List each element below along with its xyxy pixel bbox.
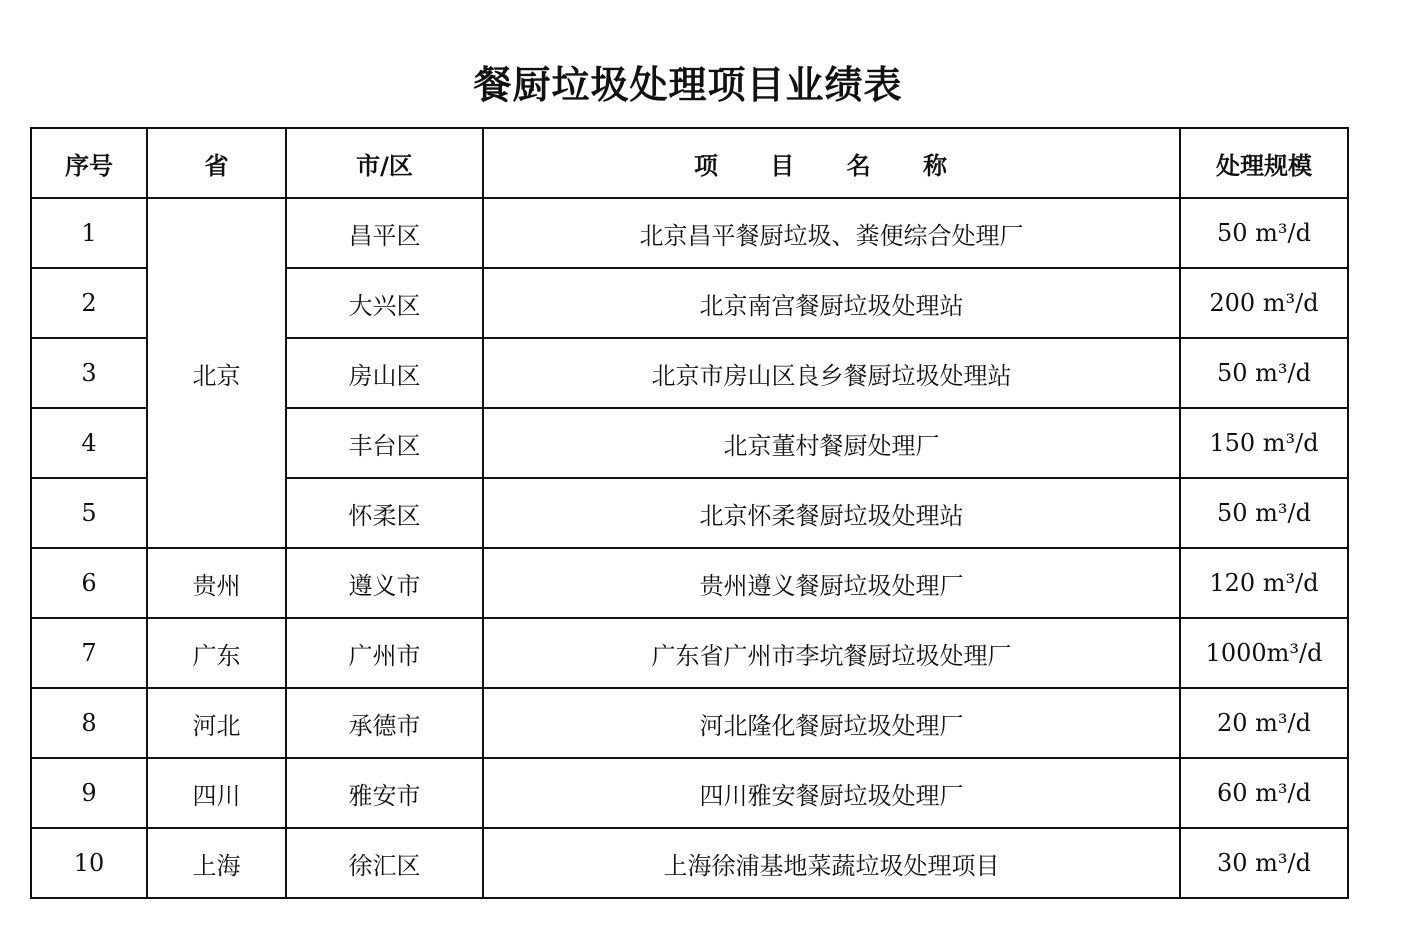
row-project-name: 四川雅安餐厨垃圾处理厂 — [483, 758, 1180, 828]
table-row — [31, 828, 1348, 898]
row-project-name: 北京昌平餐厨垃圾、粪便综合处理厂 — [483, 198, 1180, 268]
row-scale: 50 m³/d — [1180, 478, 1348, 548]
row-scale: 200 m³/d — [1180, 268, 1348, 338]
row-city: 丰台区 — [286, 408, 483, 478]
row-project-name: 河北隆化餐厨垃圾处理厂 — [483, 688, 1180, 758]
row-city: 大兴区 — [286, 268, 483, 338]
row-index: 8 — [31, 688, 147, 758]
row-city: 徐汇区 — [286, 828, 483, 898]
row-project-name: 广东省广州市李坑餐厨垃圾处理厂 — [483, 618, 1180, 688]
row-province: 贵州 — [147, 548, 286, 618]
row-index: 5 — [31, 478, 147, 548]
row-city: 怀柔区 — [286, 478, 483, 548]
page-title: 餐厨垃圾处理项目业绩表 — [473, 63, 903, 107]
table-row — [31, 618, 1348, 688]
row-province: 广东 — [147, 618, 286, 688]
row-index: 10 — [31, 828, 147, 898]
row-index: 6 — [31, 548, 147, 618]
row-city: 广州市 — [286, 618, 483, 688]
row-project-name: 上海徐浦基地菜蔬垃圾处理项目 — [483, 828, 1180, 898]
table-row — [31, 548, 1348, 618]
row-project-name: 北京董村餐厨处理厂 — [483, 408, 1180, 478]
header-scale: 处理规模 — [1180, 128, 1348, 198]
row-scale: 50 m³/d — [1180, 338, 1348, 408]
row-index: 2 — [31, 268, 147, 338]
row-scale: 20 m³/d — [1180, 688, 1348, 758]
row-province: 河北 — [147, 688, 286, 758]
header-project-name: 项 目 名 称 — [483, 128, 1180, 198]
row-scale: 1000m³/d — [1180, 618, 1348, 688]
row-index: 9 — [31, 758, 147, 828]
row-city: 雅安市 — [286, 758, 483, 828]
row-project-name: 北京市房山区良乡餐厨垃圾处理站 — [483, 338, 1180, 408]
table-row — [31, 198, 1348, 268]
row-project-name: 北京怀柔餐厨垃圾处理站 — [483, 478, 1180, 548]
row-city: 承德市 — [286, 688, 483, 758]
header-index: 序号 — [31, 128, 147, 198]
row-province: 四川 — [147, 758, 286, 828]
row-index: 7 — [31, 618, 147, 688]
row-index: 3 — [31, 338, 147, 408]
row-index: 1 — [31, 198, 147, 268]
row-city: 昌平区 — [286, 198, 483, 268]
table-row — [31, 758, 1348, 828]
row-city: 房山区 — [286, 338, 483, 408]
row-scale: 30 m³/d — [1180, 828, 1348, 898]
table-row — [31, 688, 1348, 758]
row-province: 北京 — [147, 198, 286, 548]
row-scale: 60 m³/d — [1180, 758, 1348, 828]
performance-table — [30, 127, 1349, 899]
row-index: 4 — [31, 408, 147, 478]
row-city: 遵义市 — [286, 548, 483, 618]
header-province: 省 — [147, 128, 286, 198]
row-project-name: 贵州遵义餐厨垃圾处理厂 — [483, 548, 1180, 618]
row-project-name: 北京南宫餐厨垃圾处理站 — [483, 268, 1180, 338]
row-scale: 120 m³/d — [1180, 548, 1348, 618]
header-city: 市/区 — [286, 128, 483, 198]
row-province: 上海 — [147, 828, 286, 898]
row-scale: 50 m³/d — [1180, 198, 1348, 268]
row-scale: 150 m³/d — [1180, 408, 1348, 478]
table-header-row — [31, 128, 1348, 198]
